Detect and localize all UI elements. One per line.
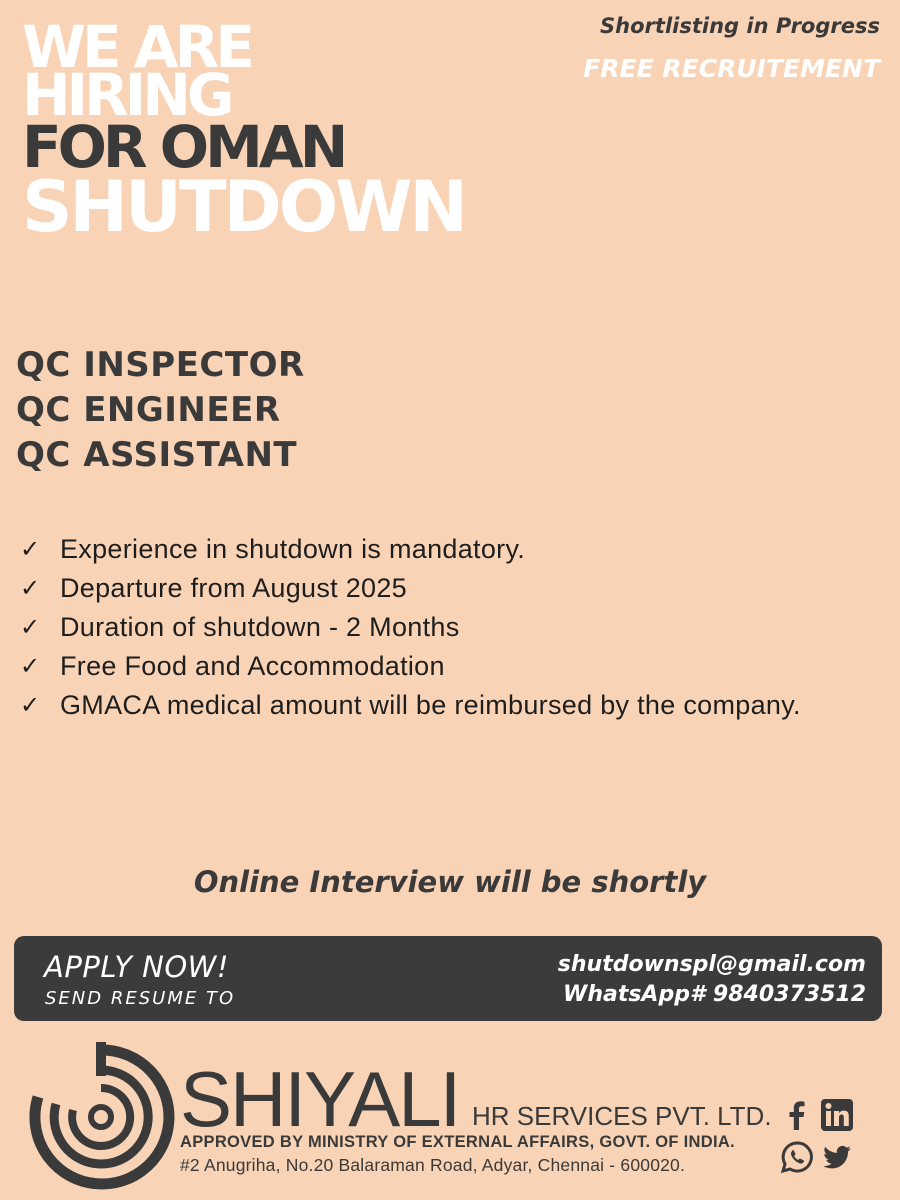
- list-item: [18, 569, 878, 608]
- headline-shutdown: SHUTDOWN: [22, 166, 465, 248]
- contact-email[interactable]: shutdownspl@gmail.com: [557, 952, 866, 977]
- requirement-text: Duration of shutdown - 2 Months: [60, 612, 460, 642]
- role-qc-engineer: QC ENGINEER: [16, 390, 281, 430]
- checkmark-icon: ✓: [20, 536, 41, 563]
- list-item: [18, 686, 878, 725]
- requirement-text: Experience in shutdown is mandatory.: [60, 534, 526, 564]
- checkmark-icon: ✓: [20, 653, 41, 680]
- company-logo-icon: [26, 1042, 176, 1192]
- requirement-text: Departure from August 2025: [60, 573, 408, 603]
- linkedin-icon[interactable]: [820, 1098, 854, 1132]
- shortlisting-tag: Shortlisting in Progress: [600, 14, 880, 38]
- role-qc-assistant: QC ASSISTANT: [16, 435, 298, 475]
- company-suffix: HR SERVICES PVT. LTD.: [472, 1101, 772, 1131]
- checkmark-icon: ✓: [20, 692, 41, 719]
- company-address: #2 Anugriha, No.20 Balaraman Road, Adyar, Chennai - 600020.: [180, 1155, 686, 1175]
- headline-we-are: WE ARE: [22, 13, 251, 81]
- company-name: SHIYALI: [180, 1055, 460, 1143]
- twitter-icon[interactable]: [820, 1140, 854, 1174]
- approval-statement: APPROVED BY MINISTRY OF EXTERNAL AFFAIRS, GOVT. OF INDIA.: [180, 1133, 735, 1151]
- contact-whatsapp[interactable]: WhatsApp# 9840373512: [563, 982, 866, 1007]
- list-item: [18, 530, 878, 569]
- list-item: [18, 647, 878, 686]
- list-item: [18, 608, 878, 647]
- headline-hiring: HIRING: [22, 61, 231, 129]
- requirement-text: Free Food and Accommodation: [60, 651, 445, 681]
- apply-now-heading: APPLY NOW!: [44, 950, 229, 984]
- checkmark-icon: ✓: [20, 575, 41, 602]
- headline-for-oman: FOR OMAN: [22, 113, 345, 181]
- checkmark-icon: ✓: [20, 614, 41, 641]
- interview-note: Online Interview will be shortly: [193, 865, 707, 899]
- role-qc-inspector: QC INSPECTOR: [16, 345, 305, 385]
- facebook-icon[interactable]: [780, 1098, 814, 1132]
- requirement-text: GMACA medical amount will be reimbursed by the company.: [60, 690, 801, 720]
- requirements-list: [18, 530, 878, 725]
- free-recruitment-tag: FREE RECRUITEMENT: [583, 54, 880, 83]
- apply-banner: [14, 936, 882, 1021]
- whatsapp-icon[interactable]: [780, 1140, 814, 1174]
- send-resume-label: SEND RESUME TO: [45, 988, 236, 1009]
